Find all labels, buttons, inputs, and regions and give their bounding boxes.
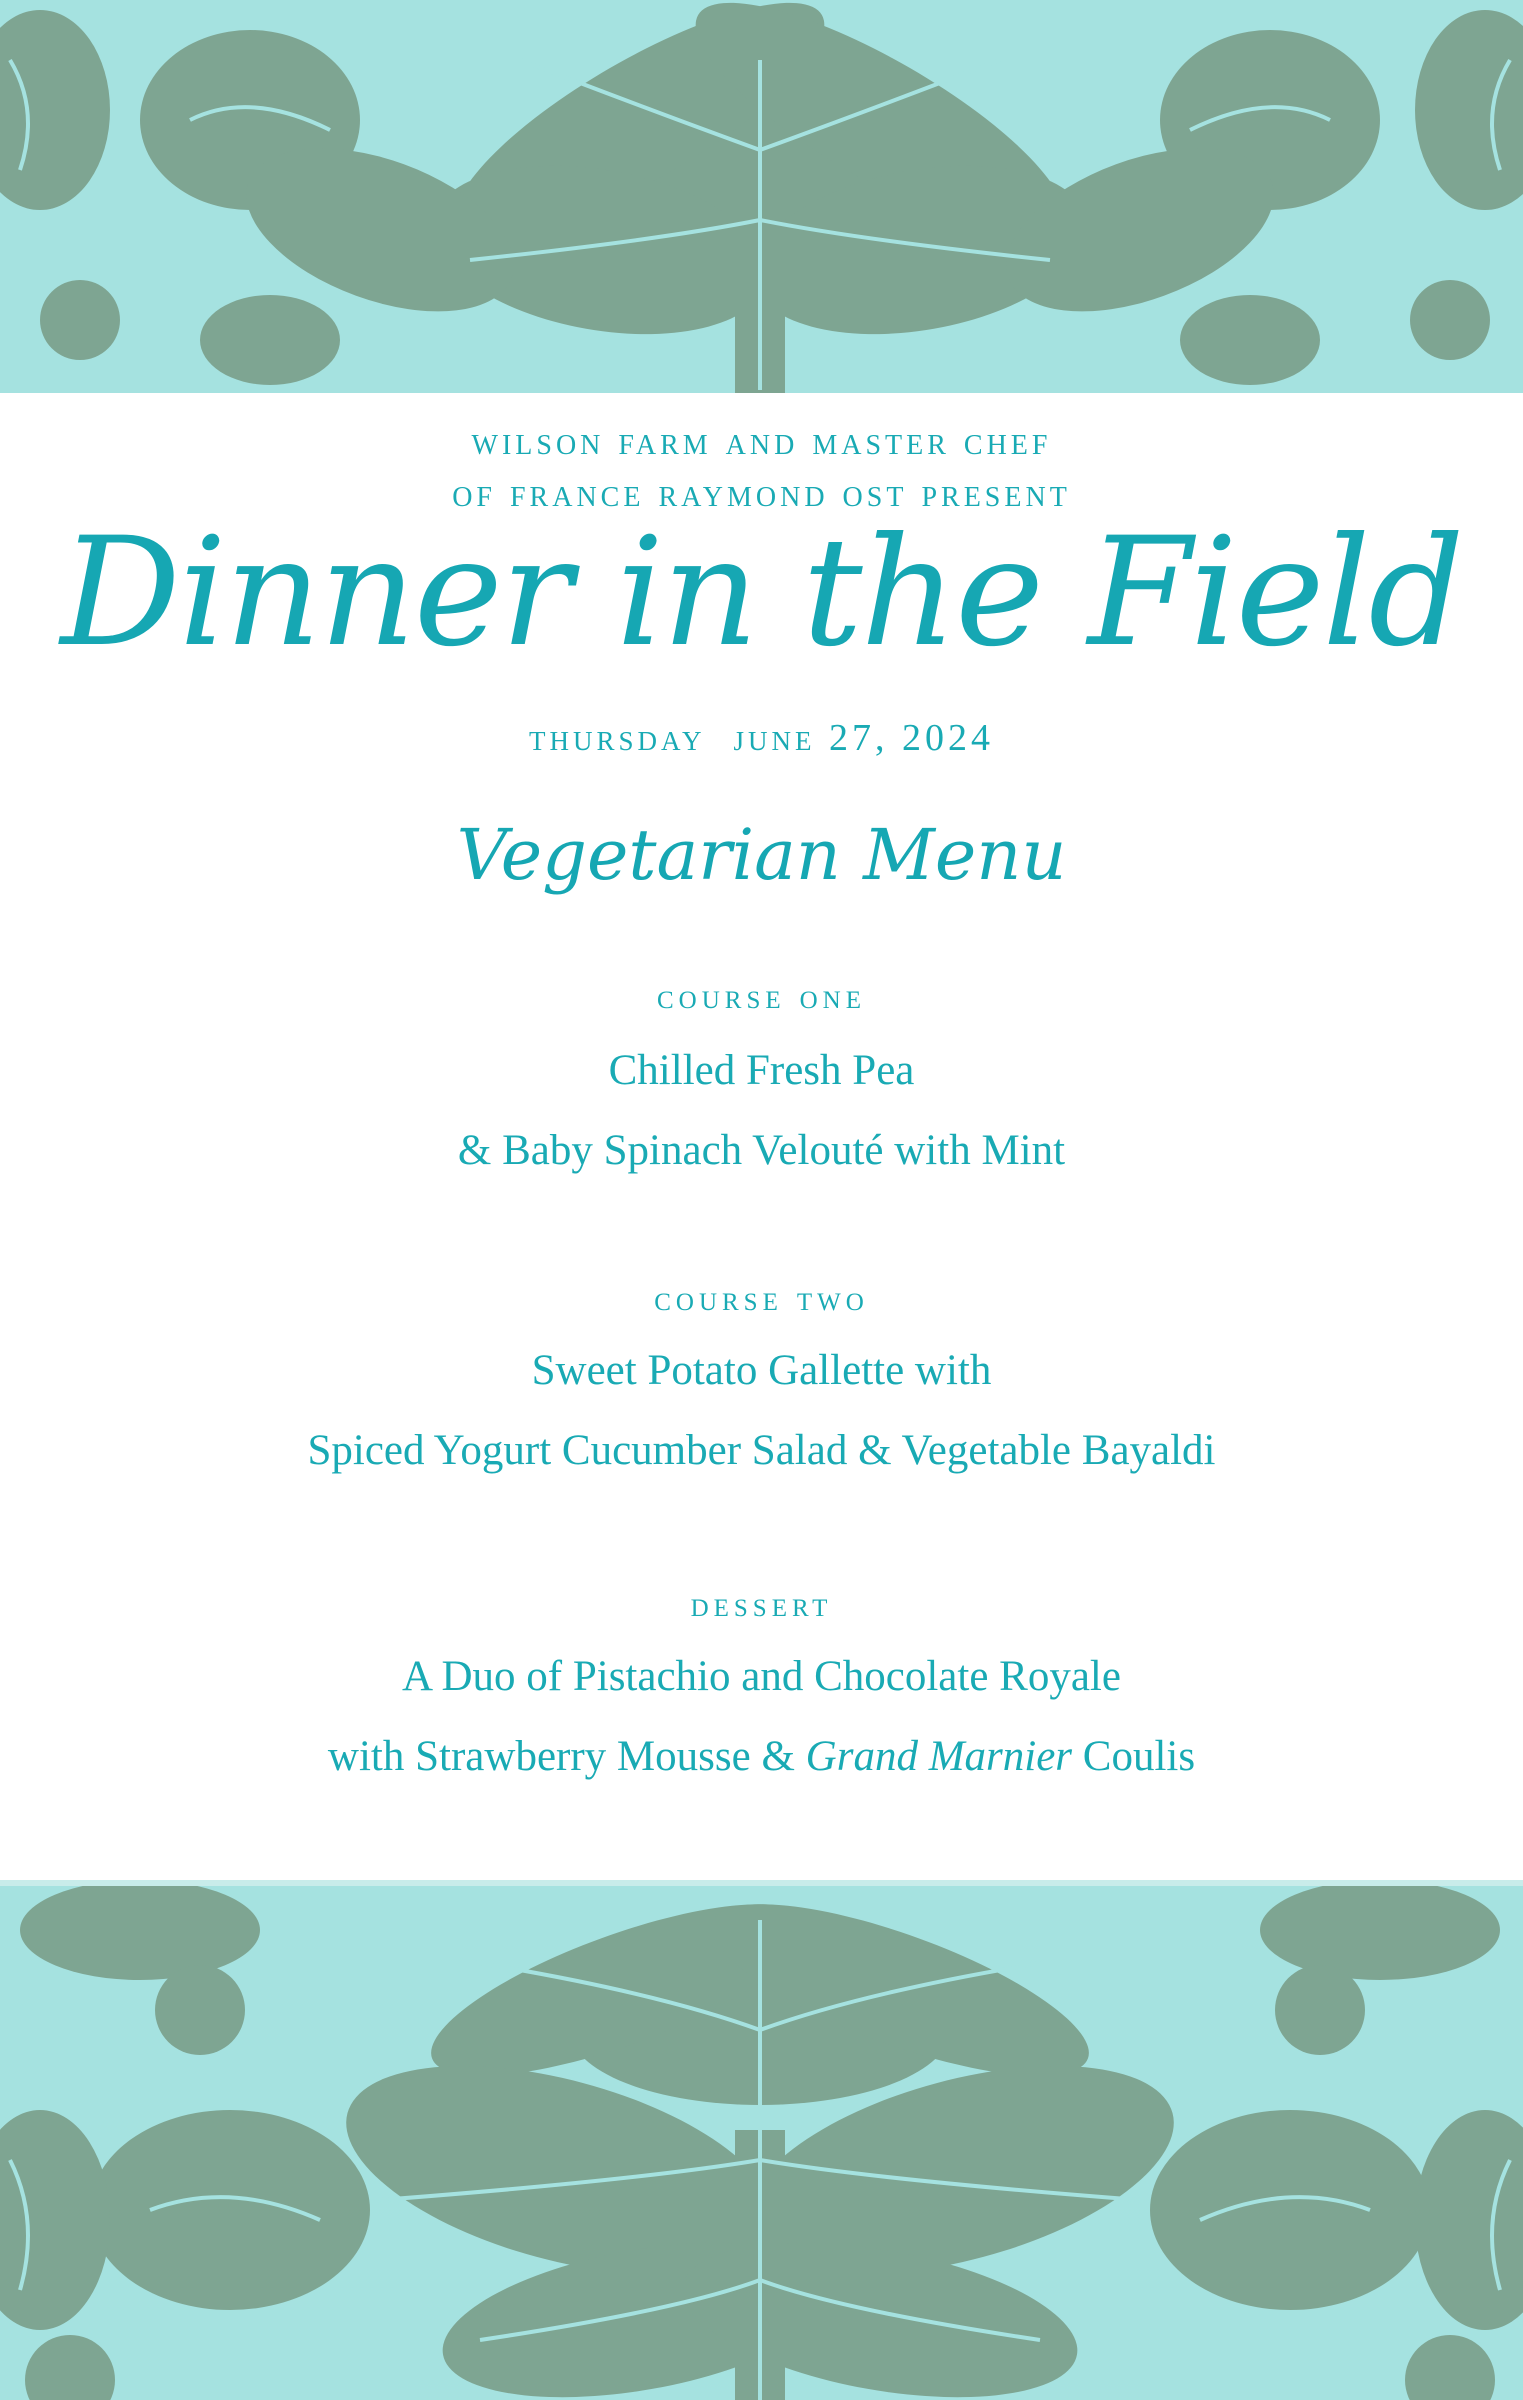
dessert-heading: dessert [690,1584,833,1624]
dessert-line-1: A Duo of Pistachio and Chocolate Royale [402,1653,1121,1700]
dessert-line-2-italic: Grand Marnier [805,1733,1073,1780]
presenter-line-1: wilson farm and master chef [471,418,1052,463]
event-date [0,713,1523,763]
top-damask-band [0,0,1523,393]
top-damask-pattern [0,0,1523,393]
event-title: Dinner in the Field [60,506,1463,680]
course-one-line-1: Chilled Fresh Pea [608,1047,915,1094]
bottom-damask-band [0,1880,1523,2400]
course-one-line-2: & Baby Spinach Velouté with Mint [457,1127,1066,1174]
dessert-line-2 [0,1729,1523,1785]
dessert-line-2-start: with Strawberry Mousse & [327,1733,806,1780]
menu-content [0,393,1523,1880]
dessert-line-2-end: Coulis [1072,1733,1196,1780]
bottom-damask-pattern [0,1880,1523,2400]
event-date-value: june 27, 2024 [733,717,995,759]
course-two-line-1: Sweet Potato Gallette with [531,1347,992,1394]
course-two-heading: course two [654,1278,869,1318]
event-weekday: thursday [528,717,706,759]
menu-title: Vegetarian Menu [456,814,1067,896]
course-one-heading: course one [656,976,866,1016]
course-two-line-2: Spiced Yogurt Cucumber Salad & Vegetable Bayaldi [307,1427,1216,1474]
presenter-line-2: of france raymond ost present [452,470,1071,515]
